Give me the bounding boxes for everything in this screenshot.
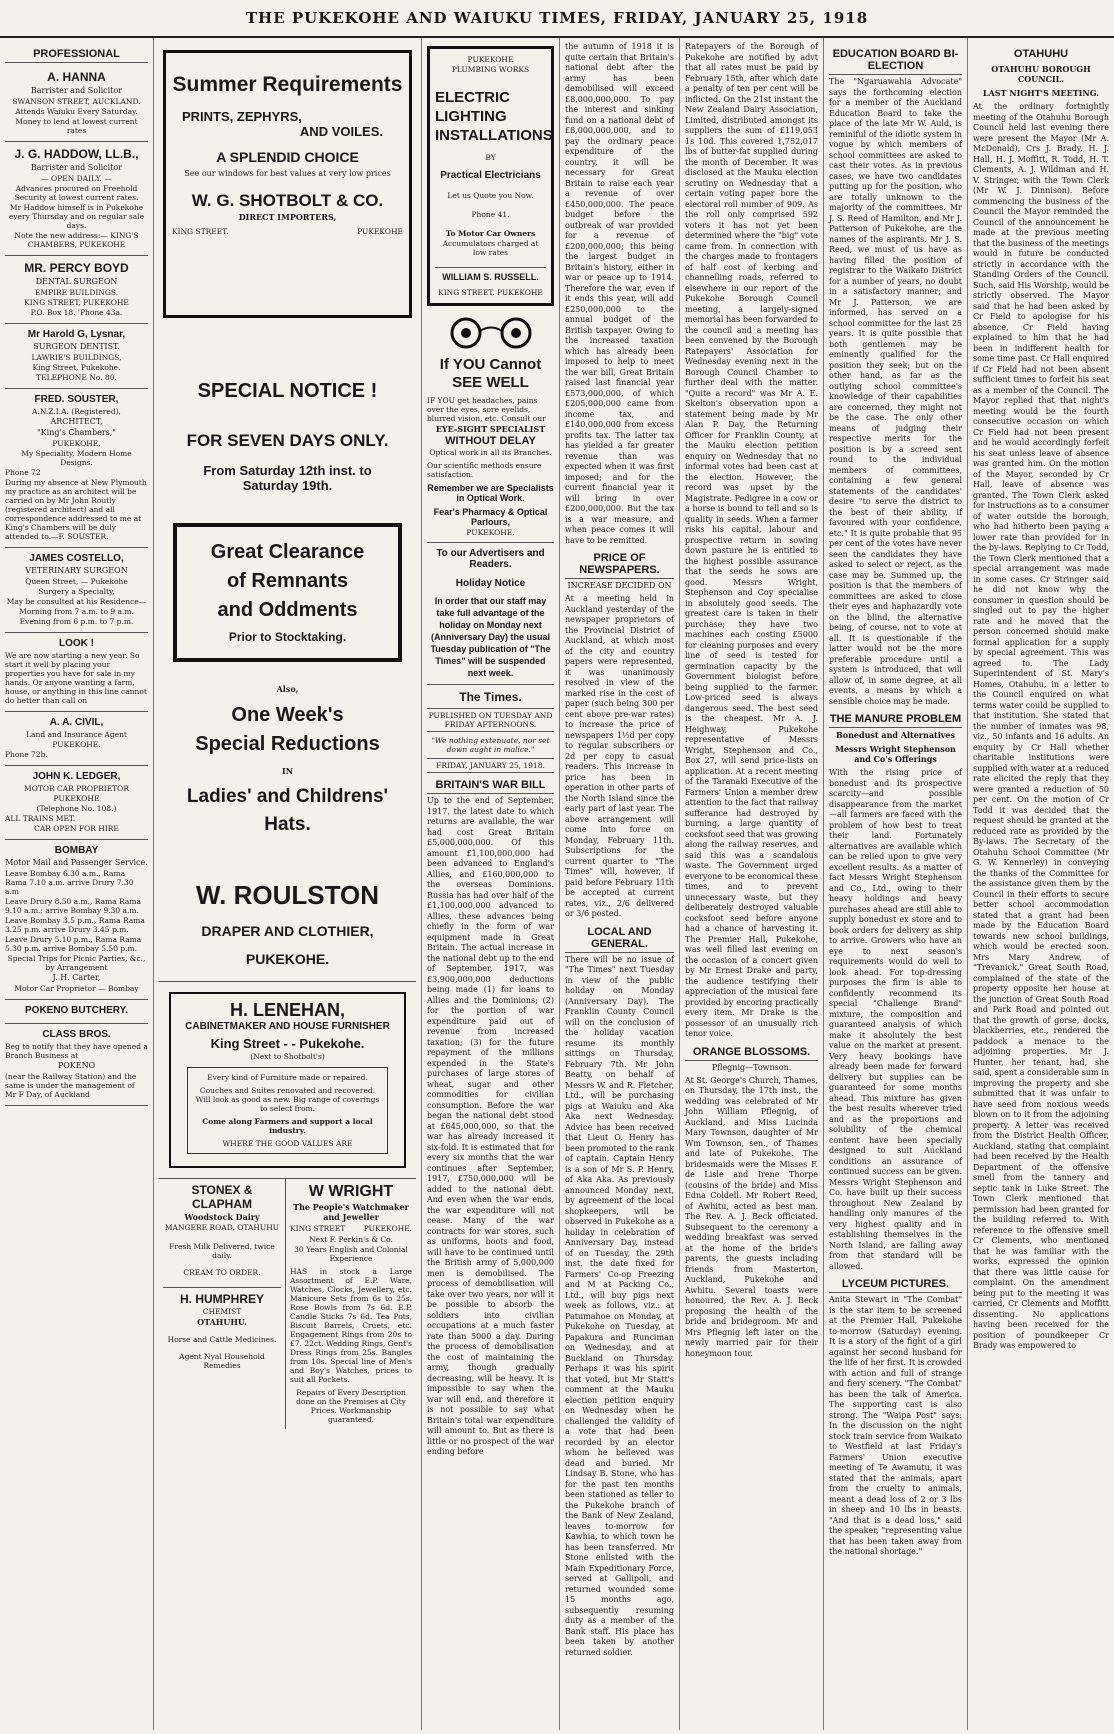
card-title: DENTAL SURGEON (35, 277, 118, 286)
card-name: FRED. SOUSTER, (34, 394, 119, 405)
ad-special-reductions (159, 684, 416, 836)
divider (427, 684, 554, 685)
article-subheading: LAST NIGHT'S MEETING. (982, 88, 1100, 98)
card-look (5, 633, 148, 712)
card-name: MR. PERCY BOYD (24, 261, 129, 275)
card-line: King Street, Pukekohe. (32, 363, 121, 372)
ad-line: Accumulators charged at low rates (442, 239, 539, 257)
ad-line: Repairs of Every Description done on the Premises at City Prices. Workmanship guaranteed. (296, 1388, 406, 1424)
ad-line: Next F. Perkin's & Co. (309, 1235, 393, 1244)
card-title: Barrister and Solicitor (30, 86, 123, 95)
masthead (0, 0, 1114, 38)
notice-subtitle: Holiday Notice (455, 578, 526, 589)
ad-line: Ladies' and Childrens' (186, 786, 389, 807)
card-line: EMPIRE BUILDINGS. (34, 288, 119, 297)
card-name: JAMES COSTELLO, (29, 553, 124, 564)
ad-address-row (172, 226, 403, 237)
ad-line: MANGERE ROAD, OTAHUHU (164, 1223, 280, 1232)
card-line: Leave Bombay 3.5 p.m., Rama Rama 3.25 p.m. arrive Drury 3.45 p.m. (5, 916, 145, 934)
card-name: LOOK ! (59, 638, 94, 649)
ad-lenehan (169, 992, 406, 1168)
ad-line: Let us Quote you Now. (447, 191, 534, 200)
card-line: Leave Drury 8.50 a.m., Rama Rama 9.10 a.m.; arrive Bombay 9.30 a.m. (5, 897, 141, 915)
ad-line: IF YOU get headaches, pains over the eyes, sore eyelids, blurred vision, etc. Consult our (427, 396, 546, 423)
ad-line: PRINTS, ZEPHYRS, (182, 109, 302, 124)
ad-line: One Week's (231, 704, 344, 726)
ad-firm: STONEX & CLAPHAM (191, 1183, 253, 1211)
ad-line: (Next to Shotbolt's) (250, 1052, 325, 1061)
card-line: We are now starting a new year. So start it well by placing your properties you have for sale in my hands. Or anyone wanting a farm, house, or anything in this line cannot do better than call on (5, 651, 147, 705)
card-line: During my absence at New Plymouth my practice as an architect will be carried on by Mr John Routly (registered architect) and all correspondence addressed to me at King's Chambers will be duly attended to.—F. SOUSTER. (5, 478, 147, 541)
column-seven (968, 38, 1114, 1730)
card-title: Motor Mail and Passenger Service. (5, 858, 148, 867)
ad-line: Prior to Stocktaking. (228, 630, 347, 644)
ad-line: Our scientific methods ensure satisfaction. (427, 461, 542, 479)
ad-line: PUKEKOHE. (245, 951, 330, 967)
ad-line: IN (281, 766, 294, 776)
card-line: May be consulted at his Residence— (6, 597, 147, 606)
column-five (680, 38, 824, 1730)
ad-line: KING STREET. PUKEKOHE (438, 288, 543, 297)
article-heading: EDUCATION BOARD BI-ELECTION (829, 48, 962, 75)
card-line: Phone 72 (5, 468, 41, 477)
holiday-notice (427, 548, 554, 679)
ad-line: Horse and Cattle Medicines. (167, 1335, 277, 1344)
notice-title: To our Advertisers and Readers. (436, 548, 545, 570)
ad-line: FOR SEVEN DAYS ONLY. (186, 431, 389, 450)
article-subheading: Messrs Wright Stephenson and Co's Offerings (835, 744, 956, 764)
ad-firm: H. HUMPHREY (163, 1287, 281, 1306)
card-title: Barrister and Solicitor (30, 163, 123, 172)
card-line: Advances procured on Freehold Security at lowest current rates. (14, 184, 139, 202)
ad-line: EYE-SIGHT SPECIALIST (435, 424, 546, 434)
card-title: ARCHITECT, (50, 417, 103, 426)
card-bombay (5, 840, 148, 1000)
card-line: Land and Insurance Agent (26, 730, 127, 739)
article-body: The "Ngaruawahia Advocate" says the forthcoming election for a member of the Auckland Education Board to take the place of the late Mr W. Auld, is reminiful of the idiotic system in vogue by which members of school committees are asked to cast their votes. As in previous cases, we have two candidates putting up for the position, who are totally unknown to the majority of the committees. Mr J. S. Reed of Hamilton, and Mr J. Patterson of Pukekohe, are the names of the aspirants. Mr J. S. Reed, we must of us have as having filled the position of registrar to the Waikato District for a number of years, no doubt in a satisfactory manner; and Mr J. Patterson, we are informed, has served on a school committee for the last 25 years. It is quite possible that both gentlemen may be eminently qualified for the position they seek; but on the other hand, as far as the outlying school committee's knowledge of their capabilities are concerned, they might not be the case. The only other means of judging their respective merits for the position is by a screed sent round to the individual members of committees, containing a few general statements of the candidates' desire "to serve the district to the best of their ability, if favoured with your confidence, etc." It is quite probable that 95 per cent of the votes have never seen the candidates they have asked to select or reject, as the case may be. Summed up, the position is that the members of committees are asked to close their eyes and haphazardly vote on the blind, the alternative being, of course, not to vote at all. It is questionable if the latter would not be the more preferable procedure until a system is introduced, that will allow of, in some degree, at all events, a means by which a sensible choice may be made. (829, 77, 962, 706)
card-name: J. G. HADDOW, LL.B., (14, 147, 139, 161)
card-line: PUKEKOHE, (52, 439, 101, 448)
article-body: With the rising price of bonedust and its prospective scarcity—and possible disappearance from the market—all farmers are faced with the problem of how best to treat their land. Fortunately alternatives are available which can be relied upon to give very excellent results. As a matter of fact Messrs Wright Stephenson and Co., Ltd., owing to their heavy holdings and heavy purchases ahead are still able to supply bonedust ex store and to book orders for delivery as ship to arrive. Growers who have an eye to next season's requirements would do well to look ahead. For top-dressing purposes the firm is able to confidently recommend its special "Challenge Brand" mixture, the composition and guaranteed analysis of which make it absolutely the best value on the market at present. Very heavy bookings have already been made for forward delivery but supplies can be guaranteed for some months ahead. This mixture has given the best results wherever tried and as the proportions and solubility of the chemical content have been specially designed to suit Auckland conditions an assurance of continued success can be given. Messrs Wright Stephenson and Co. have built up their success throughout New Zealand by handling only manures of the very highest quality and in establishing themselves in the North Island, are falling away from that standard will be allowed. (829, 768, 962, 1271)
ad-line: DIRECT IMPORTERS, (238, 212, 337, 222)
card-title: SURGEON DENTIST. (33, 342, 120, 351)
ad-line: Come along Farmers and support a local industry. (202, 1117, 373, 1135)
ad-firm: H. LENEHAN, (229, 1000, 345, 1020)
ad-firm: WILLIAM S. RUSSELL. (435, 267, 546, 282)
ad-line: Fresh Milk Delivered, twice daily. (169, 1242, 275, 1260)
card-souster (5, 389, 148, 548)
card-line: (Telephone No. 108.) (36, 804, 117, 813)
article-subheading: OTAHUHU BOROUGH COUNCIL. (991, 64, 1091, 84)
ad-firm: W. ROULSTON (196, 880, 379, 910)
professional-heading: PROFESSIONAL (5, 48, 148, 63)
card-title: VETERINARY SURGEON (25, 566, 128, 575)
ad-line: WITHOUT DELAY (445, 435, 536, 447)
card-line: Note the new address:— KING'S CHAMBERS, PUKEKOHE (14, 231, 139, 249)
card-line: PUKEKOHE (53, 794, 100, 803)
ad-line: Great Clearance (210, 541, 365, 563)
card-name: JOHN K. LEDGER, (32, 771, 121, 782)
article-subheading: Bonedust and Alternatives (836, 730, 955, 740)
ad-line: Every kind of Furniture made or repaired. (207, 1073, 368, 1082)
ad-line: PUKEKOHE (357, 227, 403, 236)
card-line: (near the Railway Station) and the same is under the management of Mr F Day, of Auckland (5, 1072, 137, 1099)
card-line: My Speciality, Modern Home Designs. (21, 449, 132, 467)
ad-line: and Oddments (217, 599, 358, 621)
article-heading: BRITAIN'S WAR BILL (427, 779, 554, 794)
article-subheading: INCREASE DECIDED ON (567, 581, 672, 590)
card-title: MOTOR CAR PROPRIETOR (24, 784, 129, 793)
column-four (560, 38, 680, 1730)
card-line: CAR OPEN FOR HIRE (34, 824, 119, 833)
ad-firm: W WRIGHT (308, 1183, 394, 1200)
card-line: J. H. Carter, (52, 973, 101, 982)
article-body: the autumn of 1918 it is quite certain that Britain's national debt after the army has been demobilised will exceed £8,000,000,000. To pay the interest and sinking fund on a national debt of £8,000,000,000, and to pay the ordinary peace expenditure of the country, it will be necessary for Great Britain to raise each year a revenue of over £450,000,000. The peace budget before the outbreak of war provided for a revenue of £200,000,000; this being the largest budget in Britain's history, either in war or peace up to 1914. Therefore the war, even if it ends this year, will add £250,000,000 to the annual budget of the British taxpayer. Owing to the increased taxation which has already been imposed to help to meet the war bill, Great Britain raised last financial year £573,000,000, of which £205,000,000 came from income tax, and £140,000,000 from excess profits tax. The latter tax has yielded a far greater revenue than was expected when it was first imposed; and for the current financial year it will bring in over £200,000,000. But the tax is a war measure, and when peace comes it will have to be remitted. (565, 42, 674, 545)
card-line: ALL TRAINS MET. (5, 814, 76, 823)
professional-column (0, 38, 154, 1730)
article-heading: THE MANURE PROBLEM (829, 713, 962, 728)
ad-special-notice (159, 380, 416, 493)
article-body: At the ordinary fortnightly meeting of the Otahuhu Borough Council held last evening there were present the Mayor (Mr A. McDonald), Crs J. Brady, H. J. Hall, H. J. Moffitt, R. Todd, H. T. Clements, A. J. Wildman and H. V. Stringer, with the Town Clerk (Mr W. J. Dinnison). Before commencing the business of the Council the Mayor reminded the Council of the announcement he made at the previous meeting that the business of the meetings would in future be conducted strictly in accordance with the Standing Orders of the Council. Such, said His Worship, would be strictly observed. The Mayor said that he had been asked by Cr Field to apologise for his absence, Cr Field having explained to him that he had been in indifferent health for some time past. Cr Hall enquired if Cr Field had not been absent sufficient times to forfeit his seat as a member of the Council. The Mayor replied that that night's meeting would be the fourth consecutive occasion on which Cr Field had not been present and he would accordingly forfeit his seat unless leave of absence was granted him. On the motion of the Mayor, seconded by Cr Hall, leave of absence was granted. The Town Clerk asked for instructions as to a consumer of water outside the borough, who had hitherto been paying a lower rate than provided for in the by-laws. Replying to Cr Todd, the Town Clerk mentioned that a special arrangement was made in some cases. Cr Stringer said he did not know why the consumer in question should be singled out to pay the higher rate and he moved that the person concerned should make formal application for a supply by special agreement. This was agreed to. The Lady Superintendent of St. Mary's Homes, Otahuhu, in a letter to the Council enquired on what terms water could be supplied to that institution. She stated that the number of inmates was 98, viz., 50 infants and 16 adults. An enquiry by Cr Hall whether charitable institutions were supplied with water at a reduced rate elicited the reply that they were granted a reduction of 50 per cent. On the motion of Cr Todd it was decided that the request should be granted at the reduced rate as provided by the By-laws. The Secretary of the Otahuhu School Committee (Mr G. W. Kennerley) in conveying the thanks of the Committee for the assistance given them by the Council in their efforts to secure better school accommodation stated that a grant had been made by the Education Board towards new school buildings, which would be erected soon. Mrs Mary Andrew, of "Trevanick," Great South Road, complained of the state of the property opposite her house at the junction of Great South Road and Park Road and pointed out that the growth of gorse, docks, blackberries, etc., rendered the paddock a menace to the adjoining properties. Mr J. Hunter, her tenant, had, she said, spent a considerable sum in improving the property and she submitted that it was unfair to have seed from noxious weeds blown on to it from the adjoining property. A letter was received from the District Health Officer, Auckland, stating that complaint had been received by the Health Department of the offensive smell from the tannery and septic tank in Luke Street. The Town Clerk mentioned that permission had been granted for the building referred to. With reference to the offensive smell Cr Clements, who mentioned that he was familiar with the works, expressed the opinion that there was little cause for complaint. On the amendment being put to the meeting it was carried, Cr Clements and Moffitt dissenting. No applications having been received for the position of poundkeeper Cr Brady was empowered to (973, 102, 1109, 1350)
card-line: Special Trips for Picnic Parties, &c., by Arrangement (7, 954, 146, 972)
article-body: At St. George's Church, Thames, on Thursday, the 17th inst., the wedding was celebrated of Mr John William Pflegnig, of Auckland, and Miss Lucinda Mary Townson, daughter of Mr Wm Townson, sen., of Thames and late of Pukekohe. The bridesmaids were the Misses F. de Lisle and Irene Thorpe (cousins of the bride) and Miss Edna Coldell. Mr Robert Reed, of Awhitu, acted as best man. The Rev. A. J. Beck officiated. Subsequent to the ceremony a wedding breakfast was served at the home of the bride's parents, the guests including friends from Masterton, Auckland, Pukekohe and Awhitu. Several toasts were honoured, the Rev. A. J. Beck proposing the health of the bride and bridegroom. Mr and Mrs Pflegnig left later on the newly married pair for their honeymoon tour. (685, 1075, 818, 1358)
card-line: Morning from 7 a.m. to 9 a.m. (19, 607, 134, 616)
ad-body: HAS in stock a Large Assortment of E.P. Ware, Watches, Clocks, Jewellery, etc. Manicure Sets from 6s to 25s. Rose Bowls from 7s 6d. E.P. Candle Sticks 7s 6d. Tea Pots, Biscuit Barrels, Cruets, etc. Engagement Rings from 20s to £7. 22ct. Wedding Rings, Gent's Dress Rings from 25s. Bangles from 10s. Special line of Men's and Boy's Watches, prices to suit all Pockets. (290, 1267, 412, 1384)
article-body: Ratepayers of the Borough of Pukekohe are notified by advt that all rates must be paid by February 15th, after which date a penalty of ten per cent will be inflicted. On the 21st instant the New Zealand Dairy Association, Limited, distributed amongst its suppliers the sum of £119,053 1s 10d. This covered 1,752,017 lbs of butter-fat supplied during the month of December. It was disclosed at the Mauku election scrutiny on Wednesday that a certain voting paper bore the electoral roll number of 909. As the roll only comprised 592 voters it has not yet been determined where the "big" vote came from. In connection with the charges made to frontagers of half cost of kerbing and channelling roads, referred to elsewhere in our report of the Pukekohe Borough Council meeting, a largely-signed memorial has been forwarded to the council and a meeting has been convened by the Borough Ratepayers' Association for Wednesday evening next in the Borough Council Chamber to further deal with the matter. "Quite a record" was Mr A. E. Skelton's observation upon a statement being made by Mr Alan P. Day, the Returning Officer for Franklin County, at the Mauku election petition enquiry on Wednesday that no informal votes had been cast at the election. However, the record was upset by the Magistrate. Pedigree in a cow or a horse is bound to tell and so is quality in seeds. When a farmer risks his capital, labour and prospective return in sowing down pasture he is entitled to the highest possible assurance that the seeds he sows are good. Messrs Wright, Stephenson and Coy specialise in absolutely good seeds. The greatest care is taken in their purchase; they have two machines each costing £5000 for cleaning purposes and every line of seed is tested for germination capacity by the Government biologist before being supplied to the farmer. Low-priced seed is always dangerous seed. The best seed is the cheapest. Mr A. J. Heighway, Pukekohe representative of Messrs Wright, Stephenson and Co., Box 27, will send price-lists on application. At a recent meeting of the Taranaki Executive of the Farmers' Union a member drew attention to the fact that railway sufferance had destroyed by burning, a large quantity of cocksfoot seed that was growing along the railway reserves, and said this was a scandalous waste. The Government urged everyone to be economical these times, and to prevent unnecessary waste, but they deliberately destroyed valuable cocksfoot seed before anyone had a chance of harvesting it. The Premier Hall, Pukekohe, was well filled last evening on the occasion of a concert given by Mr Ernest Drake and party, the audience testifying their appreciation of the musical fare provided by encoring practically every item. Mr Drake is the possessor of an unusually rich tenor voice. (685, 42, 818, 1038)
card-butchery (5, 1000, 148, 1024)
article-heading: LYCEUM PICTURES. (829, 1278, 962, 1293)
ad-line: Fear's Pharmacy & Optical Parlours, (433, 507, 548, 527)
card-name: A. HANNA (47, 70, 106, 84)
ad-line: of Remnants (226, 570, 349, 592)
ad-title: If YOU Cannot SEE WELL (439, 356, 542, 391)
ad-line: Couches and Suites renovated and recovered. Will look as good as new. Big range of coverings to select from. (195, 1086, 380, 1113)
ad-firm: W. G. SHOTBOLT & CO. (191, 191, 384, 210)
ad-line: Hats. (264, 814, 311, 835)
article-body: Up to the end of September, 1917, the latest date to which returns are available, the war had cost Great Britain £5,000,000,000. Of this amount £1,100,000,000 had been advanced to England's Allies, and £160,000,000 to the overseas Dominions. Russia has had over half of the £1,100,000,000 advanced to Allies, these advances being chiefly in the form of war equipment made in Great Britain. The actual increase in the national debt up to the end of September, 1917, was £3,900,000,000 deductions being made (1) for loans to Allies and the Dominions; (2) for the portion of war expenditure paid out of revenue from increased taxation; (3) for the future repayment of the millions expended in the State's purchases of large stores of wheat, sugar and other commodities for civilian consumption. Before the war began the national debt stood at £645,000,000, so that the war has already increased it six-fold. It is estimated that for every six months that the war continues after September, 1917, £750,000,000 will be added to the national debt. And even when the war ends, the war expenditure will not cease. Many of the war contracts for war stores, such as uniforms, boots and food, will have to be continued until the British army of 5,000,000 men is demobilised. The process of demobilisation will take over two years, nor will it be possible to absorb the soldiers into civilian occupations at a much faster rate than 5000 a day. During the process of demobilisation the cost of maintaining the army, though gradually decreasing, will be heavy. It is impossible to say when the war will end, and therefore it is not possible to say what Britain's total war expenditure will amount to. But as there is little or no prospect of the war ending before (427, 796, 554, 1456)
article-heading: LOCAL AND GENERAL. (565, 926, 674, 953)
ad-line: Agent Nyal Household Remedies (179, 1352, 265, 1370)
card-hanna (5, 65, 148, 142)
ad-line: Phone 41. (471, 210, 510, 219)
card-line: Phone 72b. (5, 750, 48, 759)
card-civil (5, 712, 148, 766)
card-name: A. A. CIVIL, (49, 717, 104, 728)
ad-line: A SPLENDID CHOICE (216, 149, 359, 165)
ad-line: Woodstock Dairy (184, 1212, 260, 1222)
ad-line: DRAPER AND CLOTHIER, (201, 923, 374, 939)
spectacles-icon (436, 314, 546, 352)
card-line: Attends Waiuku Every Saturday. (15, 107, 138, 116)
ad-line: BY (485, 153, 496, 162)
ad-line: Practical Electricians (440, 170, 541, 181)
article-body: There will be no issue of "The Times" next Tuesday in view of the public holiday on Monday (Anniversary Day). The Franklin County Council will on the conclusion of the holiday vacation resume its monthly sittings on Thursday, February 7th. Mr John Beatty, on behalf of Messrs W. and R. Fletcher, Ltd., will be purchasing pigs at Waiuku and Aka Aka next Wednesday. Advice has been received that Lieut O. Henry has been promoted to the rank of captain. Captain Henry is a son of Mr S. P. Henry, of Aka Aka. As previously announced Monday next, by agreement of the local shopkeepers, will be observed in Pukekohe as a holiday in celebration of Anniversary Day, instead of on Tuesday, the 29th inst. the date fixed for Farmers' Co-op Freezing and M at Packing Co., Ltd., will buy pigs next week as follows, viz.: at Patumahoe on Monday, at Pukekohe on Tuesday, at Papakura and Runciman on Wednesday, and at Buckland on Thursday. Perhaps it was his spirit that voted, but Mr Statt's comment at the Mauku election petition enquiry on Wednesday when he challenged the validity of a vote that had been recorded by an elector whom he believed was dead and buried. Mr Lindsay B. Stone, who has for the past ten months been stationed as teller to the Pukekohe branch of the Bank of New Zealand, leaves to-morrow for Kawhia, to which town he has been transferred. Mr Stone enlisted with the Main Expeditionary Force, served at Gallipoli, and returned wounded some 15 months ago, subsequently resuming duty as a member of the Bank staff. His place has been taken by another returned soldier. (565, 954, 674, 1657)
card-line: Queen Street, — Pukekohe (25, 577, 128, 586)
article-heading: PRICE OF NEWSPAPERS. (565, 552, 674, 579)
ad-wright (286, 1179, 416, 1429)
ad-line: To Motor Car Owners (445, 229, 536, 238)
card-line: Leave Drury 5.10 p.m., Rama Rama 5.30 p.m. arrive Bombay 5.50 p.m. (5, 935, 142, 953)
column-three (422, 38, 560, 1730)
ad-line: CREAM TO ORDER. (183, 1268, 261, 1277)
card-line: SWANSON STREET, AUCKLAND. (12, 97, 141, 106)
ad-line: Also, (276, 684, 299, 694)
times-line: PUBLISHED ON TUESDAY AND FRIDAY AFTERNOONS. (427, 708, 554, 732)
card-line: PUKEKOHE. (52, 740, 101, 749)
card-line: LAWRIE'S BUILDINGS, (31, 353, 122, 362)
ad-line: 30 Years English and Colonial Experience (294, 1245, 408, 1263)
card-line: Evening from 6 p.m. to 7 p.m. (19, 617, 134, 626)
ad-line: Special Reductions (195, 733, 380, 755)
ad-line: OTAHUHU. (197, 1317, 247, 1327)
article-subheading: Pflegnig—Townson. (711, 1062, 792, 1072)
card-name: BOMBAY (54, 845, 99, 856)
article-heading: OTAHUHU (1013, 48, 1069, 60)
ad-line: WHERE THE GOOD VALUES ARE (222, 1139, 353, 1148)
card-line: Money to lend at lowest current rates (15, 117, 138, 135)
card-line: P.O. Box 18. 'Phone 43a. (30, 308, 123, 317)
card-line: POKENO (57, 1061, 96, 1070)
ad-roulston (159, 880, 416, 982)
ad-stonex-humphrey (159, 1179, 286, 1429)
ad-line: PLUMBING WORKS (451, 65, 530, 74)
card-name: POKENO BUTCHERY. (25, 1005, 128, 1016)
card-haddow (5, 142, 148, 256)
card-ledger (5, 766, 148, 840)
ad-line: AND VOILES. (299, 124, 383, 139)
notice-body: In order that our staff may take full advantage of the holiday on Monday next (Anniversary Day) the usual Tuesday publication of "The Times" will be suspended next week. (430, 596, 551, 678)
times-motto: "We nothing extenuate, nor set down aught in malice." (431, 736, 550, 754)
ad-line: KING STREET. (172, 227, 229, 236)
times-title: The Times. (459, 690, 522, 704)
ad-address-row (290, 1223, 412, 1234)
card-boyd (5, 256, 148, 324)
ad-line: See our windows for best values at very low prices (184, 169, 391, 178)
card-line: Leave Bombay 6.30 a.m., Rama Rama 7.10 a.m. arrive Drury 7.30 a.m (5, 869, 134, 896)
card-costello (5, 548, 148, 633)
card-line: "King's Chambers," (37, 428, 116, 437)
ad-line: PUKEKOHE. (466, 528, 515, 537)
ad-line: CHEMIST (202, 1307, 242, 1316)
card-line: TELEPHONE No. 80. (36, 373, 117, 382)
card-line: Mr Haddow himself is in Pukekohe every Thursday and on regular sale days. (8, 203, 145, 230)
ad-line: KING STREET (290, 1224, 346, 1233)
card-name: Mr Harold G, Lysnar, (27, 329, 126, 340)
card-name: CLASS BROS. (42, 1029, 111, 1040)
article-heading: ORANGE BLOSSOMS. (685, 1046, 818, 1061)
ad-line: CABINETMAKER AND HOUSE FURNISHER (185, 1021, 390, 1032)
ad-line: King Street - - Pukekohe. (210, 1036, 365, 1051)
ad-eyesight (427, 314, 554, 537)
ad-title: Summer Requirements (172, 73, 403, 96)
ad-line: PUKEKOHE (467, 55, 514, 64)
ad-title: ELECTRIC LIGHTING INSTALLATIONS (435, 89, 553, 144)
card-class-bros (5, 1024, 148, 1106)
ad-line: Optical work in all its Branches. (429, 448, 552, 457)
card-line: Motor Car Proprietor — Bombay (14, 984, 139, 993)
ad-plumbing-works (427, 46, 554, 306)
ad-line: From Saturday 12th inst. to (203, 463, 372, 478)
ad-inner-box (187, 1067, 388, 1154)
ad-line: PUKEKOHE. (363, 1224, 412, 1233)
ad-title: SPECIAL NOTICE ! (197, 380, 378, 402)
ad-bottom-row (159, 1178, 416, 1429)
article-body: Anita Stewart in "The Combat" is the star item to be screened at the Premier Hall, Pukekohe to-morrow (Saturday) evening. It is a story of the fight of a girl against her second husband for the life of her first. It is crowded with action and full of strange and fiery scenery. "The Combat" has been the talk of America. The supporting cast is also strong. The "Waipa Post" says: In the discussion on the night stock train service from Waikato to Westfield at last Friday's Farmers' Union executive meeting of Te Awamutu, it was stated that the animals, apart from the cruelty to animals, meant a dead loss of 2 or 3 lbs in sheep and 10 lbs in beasts. "And that is a dead loss," said the speaker, "representing value that has been taken away from the national shortage." (829, 1295, 962, 1556)
ad-line: Saturday 19th. (242, 478, 333, 493)
ad-great-clearance (173, 523, 402, 662)
times-masthead (427, 690, 554, 773)
card-line: A.N.Z.I.A. (Registered), (32, 407, 121, 416)
article-body: At a meeting held in Auckland yesterday of the newspaper proprietors of the Provincial District of Auckland, at which most of the city and country papers were represented, it was unanimously resolved in view of the marked rise in the cost of paper (such being 300 per cent above pre-war rates) to increase the price of newspapers 1½d per copy to regular subscribers or 2d per copy to casual readers. This increase in price has been in operation in other parts of the North Island since the early part of last year. The above arrangement will come into force on Monday, February 11th. Subscriptions for the current quarter to "The Times" will, however, if paid before February 11th be accepted at current rates, viz., 2/6 delivered or 3/6 posted. (565, 594, 674, 918)
card-line: Surgery a Specialty, (38, 587, 115, 596)
column-six (824, 38, 968, 1730)
ad-line: Remember we are Specialists in Optical Work. (427, 483, 554, 503)
card-lysnar (5, 324, 148, 389)
newspaper-title: THE PUKEKOHE AND WAIUKU TIMES, FRIDAY, JANUARY 25, 1918 (245, 9, 869, 27)
card-line: — OPEN DAILY. — (41, 174, 112, 183)
divider (427, 542, 554, 543)
card-line: KING STREET, PUKEKOHE (24, 298, 129, 307)
advert-column (154, 38, 422, 1730)
card-line: Beg to notify that they have opened a Branch Business at (5, 1042, 148, 1060)
times-date: FRIDAY, JANUARY 25, 1918. (427, 758, 554, 773)
ad-line: The People's Watchmaker and Jeweller (293, 1202, 409, 1222)
ad-summer-requirements (163, 50, 412, 318)
